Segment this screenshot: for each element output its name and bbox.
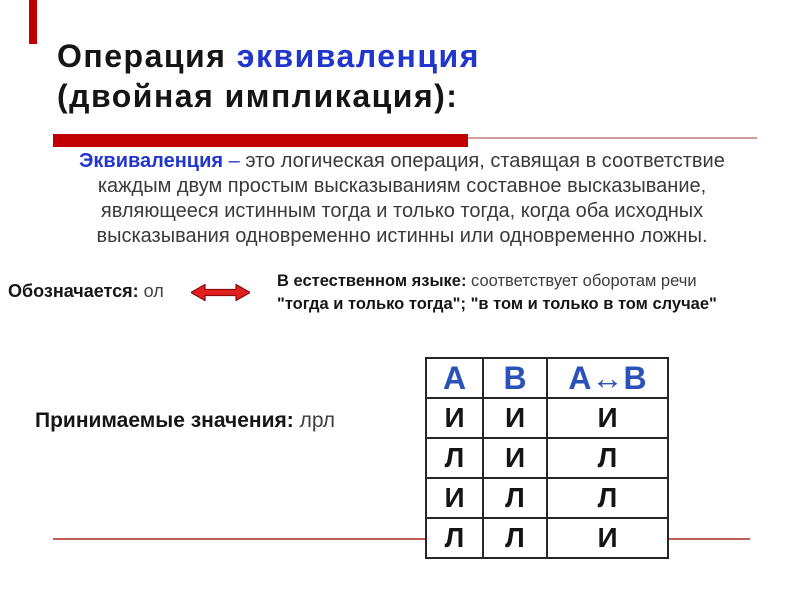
truth-table-row (426, 478, 668, 518)
truth-table-header-row (426, 358, 668, 398)
notation-label: Обозначается: (8, 281, 139, 301)
truth-table-row (426, 518, 668, 558)
truth-table-row (426, 398, 668, 438)
definition-line: каждым двум простым высказываниям составное высказывание, (97, 175, 707, 197)
truth-table-value-cell: И (426, 478, 483, 518)
values-label: Принимаемые значения: (35, 409, 294, 432)
title-line-2: (двойная импликация): (57, 78, 459, 114)
title-word-black: Операция (57, 38, 237, 74)
natural-language-line-1 (277, 270, 782, 293)
truth-table-value-cell: И (547, 518, 668, 558)
truth-table-value-cell: Л (547, 478, 668, 518)
definition-line: являющееся истинным тогда и только тогда, когда оба исходных (100, 200, 704, 222)
definition-paragraph (56, 149, 748, 249)
truth-table-value-cell: И (426, 398, 483, 438)
definition-text: это логическая операция, ставящая в соответствие (245, 150, 725, 172)
truth-table-value-cell: И (483, 398, 547, 438)
corner-accent-bar (29, 0, 37, 44)
red-double-arrow-icon (191, 284, 250, 301)
title-underline-bar (53, 134, 468, 147)
truth-table-value-cell: Л (426, 518, 483, 558)
definition-dash: – (223, 150, 246, 172)
notation-line (8, 281, 164, 302)
truth-table-value-cell: Л (483, 518, 547, 558)
notation-value: ол (143, 281, 164, 301)
truth-table-value-cell: Л (426, 438, 483, 478)
truth-table-value-cell: Л (547, 438, 668, 478)
truth-table (425, 357, 669, 559)
truth-table-header-cell: А↔В (547, 358, 668, 398)
values-line (35, 409, 335, 433)
title-line-1 (57, 36, 757, 76)
natural-language-line-2: "тогда и только тогда"; "в том и только в том случае" (277, 295, 717, 313)
definition-line (56, 149, 748, 174)
truth-table-row (426, 438, 668, 478)
truth-table-grid (425, 357, 669, 559)
truth-table-header-cell: А (426, 358, 483, 398)
truth-table-value-cell: И (547, 398, 668, 438)
values-value: лрл (293, 409, 336, 432)
truth-table-value-cell: Л (483, 478, 547, 518)
truth-table-header-cell: В (483, 358, 547, 398)
natural-language-rest: соответствует оборотам речи (466, 272, 697, 290)
page-title (57, 36, 757, 116)
title-word-blue: эквиваленция (236, 38, 480, 74)
natural-language-label: В естественном языке: (277, 272, 467, 290)
definition-term: Эквиваленция (79, 150, 224, 172)
truth-table-value-cell: И (483, 438, 547, 478)
natural-language-block (277, 270, 782, 316)
definition-line: высказывания одновременно истинны или одновременно ложны. (96, 225, 708, 247)
